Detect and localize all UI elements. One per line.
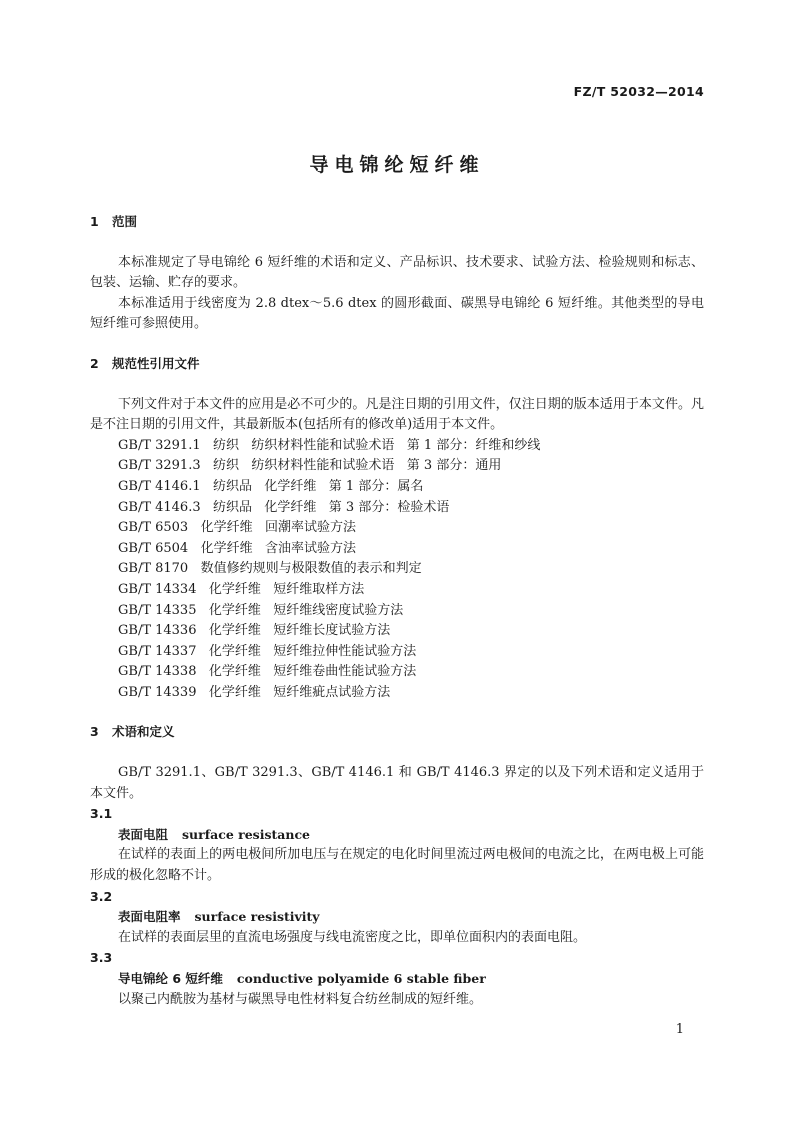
reference-item: GB/T 14335 化学纤维 短纤维线密度试验方法 <box>118 602 404 618</box>
term-chinese: 导电锦纶 6 短纤维 <box>118 971 223 986</box>
term-definition: 在试样的表面层里的直流电场强度与线电流密度之比，即单位面积内的表面电阻。 <box>118 929 587 945</box>
section-1-heading <box>90 212 704 233</box>
paragraph: 下列文件对于本文件的应用是必不可少的。凡是注日期的引用文件，仅注日期的版本适用于本文件。凡是不注日期的引用文件，其最新版本(包括所有的修改单)适用于本文件。 <box>90 396 704 433</box>
clause-number: 3.2 <box>90 888 113 904</box>
paragraph: 本标准适用于线密度为 2.8 dtex～5.6 dtex 的圆形截面、碳黑导电锦纶 6 短纤维。其他类型的导电短纤维可参照使用。 <box>90 295 704 332</box>
term-entry <box>90 907 704 928</box>
section-title: 范围 <box>112 214 138 229</box>
section-2-heading <box>90 354 704 375</box>
reference-item: GB/T 14337 化学纤维 短纤维拉伸性能试验方法 <box>118 643 417 659</box>
document-title: 导电锦纶短纤维 <box>309 154 485 176</box>
section-number: 3 <box>90 724 99 740</box>
reference-item: GB/T 4146.3 纺织品 化学纤维 第 3 部分：检验术语 <box>118 499 450 515</box>
term-chinese: 表面电阻 <box>118 826 169 842</box>
clause-number: 3.3 <box>90 950 113 966</box>
term-english: surface resistivity <box>194 909 320 925</box>
term-chinese: 表面电阻率 <box>118 909 181 925</box>
reference-item: GB/T 8170 数值修约规则与极限数值的表示和判定 <box>118 561 422 577</box>
document-body <box>90 212 704 1010</box>
reference-item: GB/T 3291.3 纺织 纺织材料性能和试验术语 第 3 部分：通用 <box>118 458 502 474</box>
reference-item: GB/T 14336 化学纤维 短纤维长度试验方法 <box>118 623 391 639</box>
standard-number: FZ/T 52032—2014 <box>573 84 704 99</box>
term-english: surface resistance <box>182 826 311 842</box>
term-definition: 在试样的表面上的两电极间所加电压与在规定的电化时间里流过两电极间的电流之比，在两电极上可能形成的极化忽略不计。 <box>90 847 704 884</box>
reference-item: GB/T 4146.1 纺织品 化学纤维 第 1 部分：属名 <box>118 478 424 494</box>
section-number: 2 <box>90 355 99 371</box>
term-definition: 以聚己内酰胺为基材与碳黑导电性材料复合纺丝制成的短纤维。 <box>118 991 483 1007</box>
section-number: 1 <box>90 214 99 229</box>
reference-item: GB/T 14334 化学纤维 短纤维取样方法 <box>118 581 365 597</box>
reference-item: GB/T 6504 化学纤维 含油率试验方法 <box>118 540 356 556</box>
term-entry <box>90 969 704 990</box>
reference-item: GB/T 14339 化学纤维 短纤维疵点试验方法 <box>118 684 391 700</box>
section-title: 规范性引用文件 <box>112 355 200 371</box>
term-entry <box>90 825 704 846</box>
clause-number: 3.1 <box>90 806 113 822</box>
reference-item: GB/T 6503 化学纤维 回潮率试验方法 <box>118 520 356 536</box>
paragraph: 本标准规定了导电锦纶 6 短纤维的术语和定义、产品标识、技术要求、试验方法、检验规则和标志、包装、运输、贮存的要求。 <box>90 254 704 291</box>
section-title: 术语和定义 <box>112 724 175 740</box>
reference-item: GB/T 3291.1 纺织 纺织材料性能和试验术语 第 1 部分：纤维和纱线 <box>118 437 541 453</box>
paragraph: GB/T 3291.1、GB/T 3291.3、GB/T 4146.1 和 GB/T 4146.3 界定的以及下列术语和定义适用于本文件。 <box>90 765 704 801</box>
page-number: 1 <box>675 1022 684 1037</box>
term-english: conductive polyamide 6 stable fiber <box>236 971 486 986</box>
section-3-heading <box>90 722 704 743</box>
reference-item: GB/T 14338 化学纤维 短纤维卷曲性能试验方法 <box>118 664 417 680</box>
